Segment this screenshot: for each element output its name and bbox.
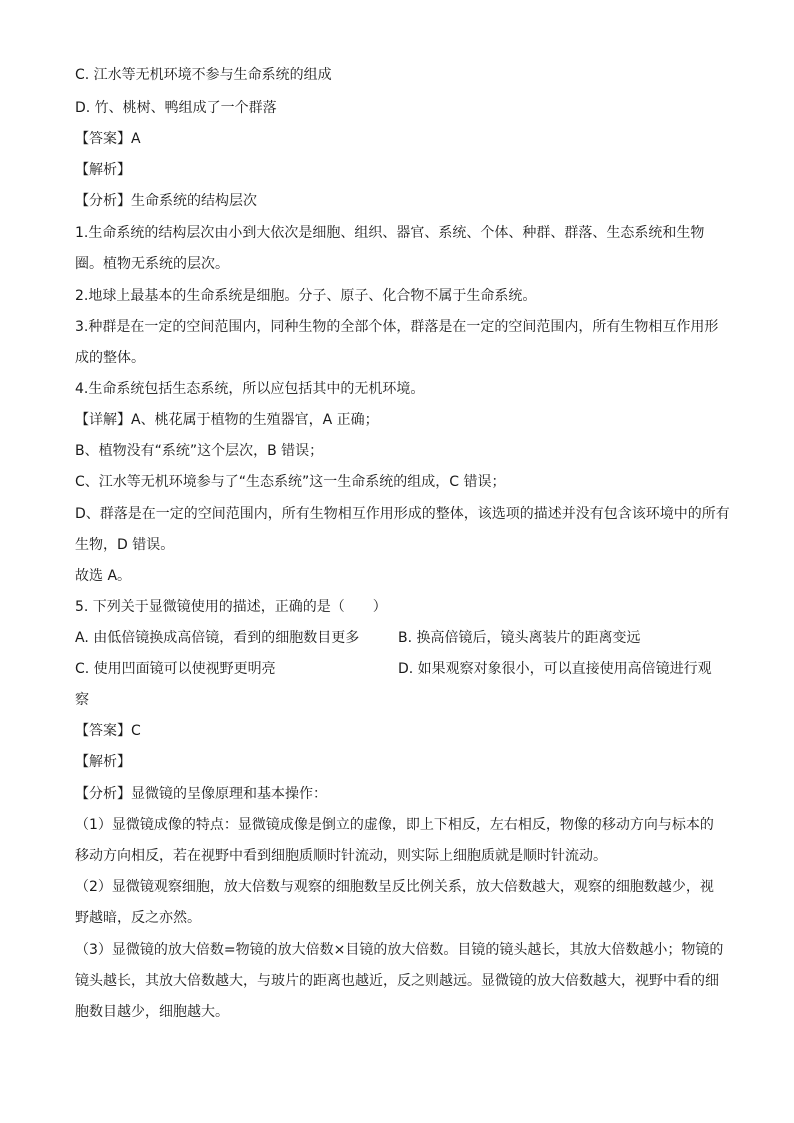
q5-option-d-line1: D. 如果观察对象很小，可以直接使用高倍镜进行观 bbox=[398, 661, 712, 677]
q4-detail-d-line1: D、群落是在一定的空间范围内，所有生物相互作用形成的整体，该选项的描述并没有包含该环境中的所有 bbox=[75, 506, 730, 522]
q5-analysis-label: 【解析】 bbox=[75, 754, 131, 770]
q5-p2-line1: （2）显微镜观察细胞，放大倍数与观察的细胞数呈反比例关系，放大倍数越大，观察的细胞数越少，视 bbox=[75, 879, 714, 895]
q4-detail-b: B、植物没有“系统”这个层次，B 错误； bbox=[75, 443, 324, 459]
q4-detail-a: 【详解】A、桃花属于植物的生殖器官，A 正确； bbox=[75, 412, 379, 428]
q5-p1-line1: （1）显微镜成像的特点：显微镜成像是倒立的虚像，即上下相反，左右相反，物像的移动方向与标本的 bbox=[75, 817, 714, 833]
q4-point1-line1: 1.生命系统的结构层次由小到大依次是细胞、组织、器官、系统、个体、种群、群落、生态系统和生物 bbox=[75, 225, 705, 241]
q4-conclusion: 故选 A。 bbox=[75, 568, 132, 584]
q5-option-c: C. 使用凹面镜可以使视野更明亮 bbox=[75, 661, 276, 677]
q5-answer: 【答案】C bbox=[75, 723, 141, 739]
q4-point1-line2: 圈。植物无系统的层次。 bbox=[75, 256, 229, 272]
q5-option-a: A. 由低倍镜换成高倍镜，看到的细胞数目更多 bbox=[75, 630, 360, 646]
q5-p3-line1: （3）显微镜的放大倍数=物镜的放大倍数×目镜的放大倍数。目镜的镜头越长，其放大倍数越小；物镜的 bbox=[75, 942, 724, 958]
q4-answer: 【答案】A bbox=[75, 131, 141, 147]
q4-detail-d-line2: 生物，D 错误。 bbox=[75, 537, 175, 553]
q5-p3-line3: 胞数目越少，细胞越大。 bbox=[75, 1004, 229, 1020]
q4-point3-line1: 3.种群是在一定的空间范围内，同种生物的全部个体，群落是在一定的空间范围内，所有生物相互作用形 bbox=[75, 319, 719, 335]
q5-p3-line2: 镜头越长，其放大倍数越大，与玻片的距离也越近，反之则越远。显微镜的放大倍数越大，视野中看的细 bbox=[75, 973, 719, 989]
q5-stem: 5. 下列关于显微镜使用的描述，正确的是（ ） bbox=[75, 599, 387, 615]
q5-p2-line2: 野越暗，反之亦然。 bbox=[75, 910, 201, 926]
q5-option-b: B. 换高倍镜后，镜头离装片的距离变远 bbox=[398, 630, 641, 646]
q4-fenxi: 【分析】生命系统的结构层次 bbox=[75, 193, 257, 209]
q4-point3-line2: 成的整体。 bbox=[75, 350, 145, 366]
q5-option-d-line2: 察 bbox=[75, 692, 89, 708]
q4-detail-c: C、江水等无机环境参与了“生态系统”这一生命系统的组成，C 错误； bbox=[75, 474, 506, 490]
q4-point4: 4.生命系统包括生态系统，所以应包括其中的无机环境。 bbox=[75, 381, 425, 397]
q4-analysis-label: 【解析】 bbox=[75, 162, 131, 178]
q4-option-c: C. 江水等无机环境不参与生命系统的组成 bbox=[75, 67, 332, 83]
q5-fenxi: 【分析】显微镜的呈像原理和基本操作： bbox=[75, 786, 327, 802]
q4-point2: 2.地球上最基本的生命系统是细胞。分子、原子、化合物不属于生命系统。 bbox=[75, 288, 537, 304]
q4-option-d: D. 竹、桃树、鸭组成了一个群落 bbox=[75, 100, 277, 116]
q5-p1-line2: 移动方向相反，若在视野中看到细胞质顺时针流动，则实际上细胞质就是顺时针流动。 bbox=[75, 848, 607, 864]
